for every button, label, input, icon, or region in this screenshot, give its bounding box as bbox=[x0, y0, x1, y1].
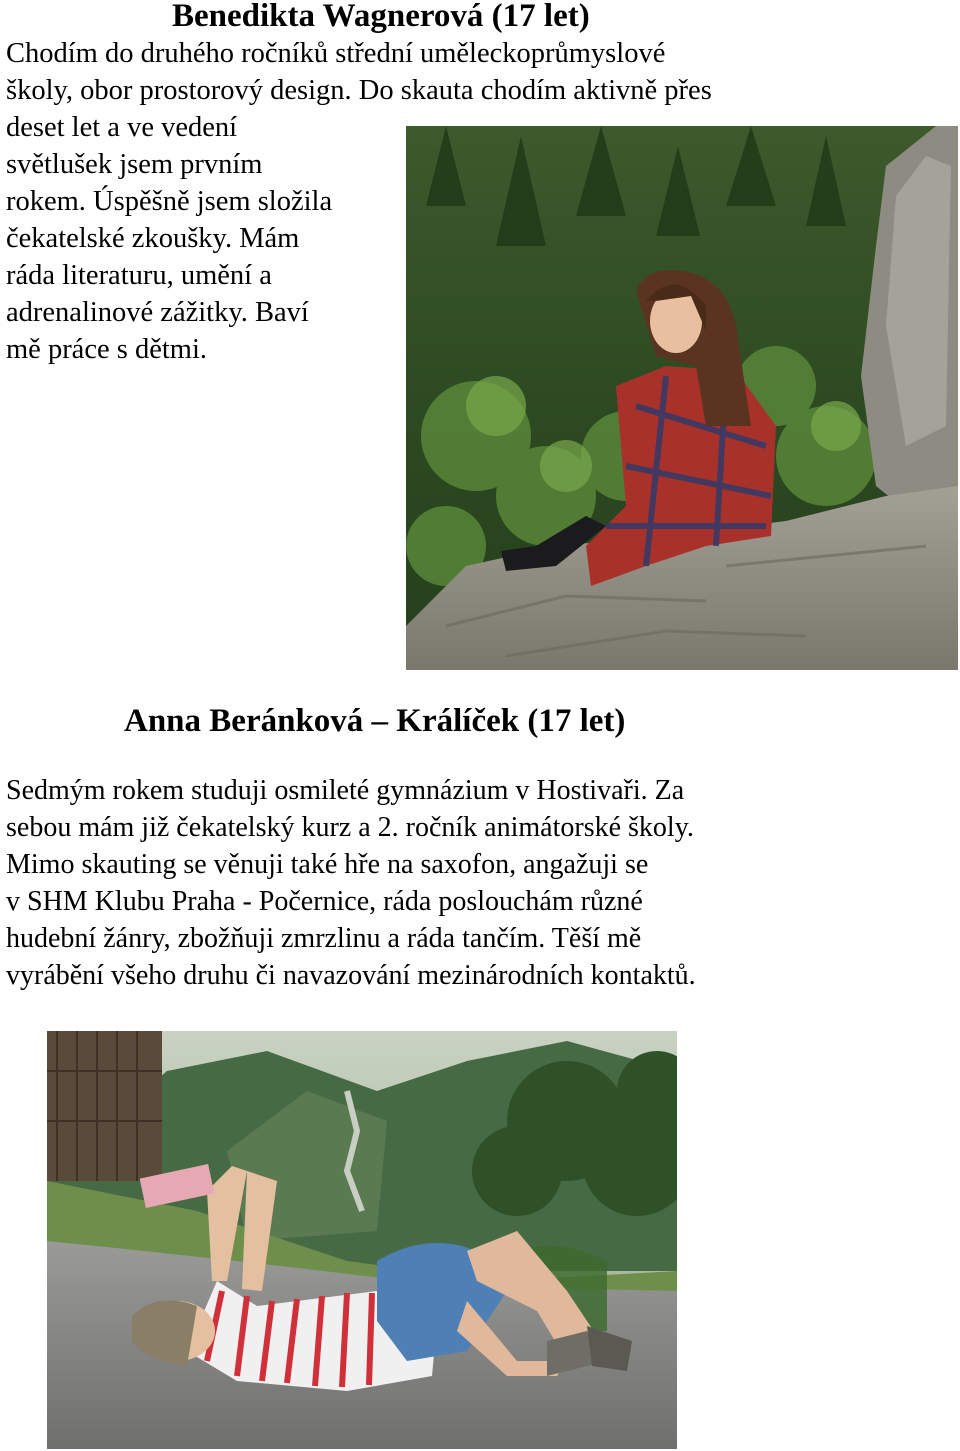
bio-line: vyrábění všeho druhu či navazování mezinárodních kontaktů. bbox=[6, 960, 696, 991]
bio-line: Chodím do druhého ročníků střední uměleckoprůmyslové bbox=[6, 38, 666, 69]
bio-anna bbox=[6, 772, 696, 994]
heading-benedikta: Benedikta Wagnerová (17 let) bbox=[172, 0, 590, 34]
bio-line: sebou mám již čekatelský kurz a 2. ročník animátorské školy. bbox=[6, 812, 694, 843]
photo-anna bbox=[47, 1031, 677, 1449]
bio-line: Sedmým rokem studuji osmileté gymnázium v Hostivaři. Za bbox=[6, 775, 685, 806]
bio-line: čekatelské zkoušky. Mám bbox=[6, 223, 300, 254]
bio-line: v SHM Klubu Praha - Počernice, ráda poslouchám různé bbox=[6, 886, 643, 917]
bio-line: rokem. Úspěšně jsem složila bbox=[6, 186, 333, 217]
bio-line: hudební žánry, zbožňuji zmrzlinu a ráda tančím. Těší mě bbox=[6, 923, 642, 954]
heading-anna: Anna Beránková – Králíček (17 let) bbox=[124, 703, 626, 739]
bio-line: Mimo skauting se věnuji také hře na saxofon, angažuji se bbox=[6, 849, 649, 880]
bio-line: světlušek jsem prvním bbox=[6, 149, 263, 180]
bio-line: mě práce s dětmi. bbox=[6, 334, 208, 365]
bio-line: adrenalinové zážitky. Baví bbox=[6, 297, 309, 328]
bio-line: ráda literaturu, umění a bbox=[6, 260, 272, 291]
photo-benedikta bbox=[406, 126, 958, 670]
bio-line: deset let a ve vedení bbox=[6, 112, 238, 143]
bio-line: školy, obor prostorový design. Do skauta chodím aktivně přes bbox=[6, 75, 712, 106]
